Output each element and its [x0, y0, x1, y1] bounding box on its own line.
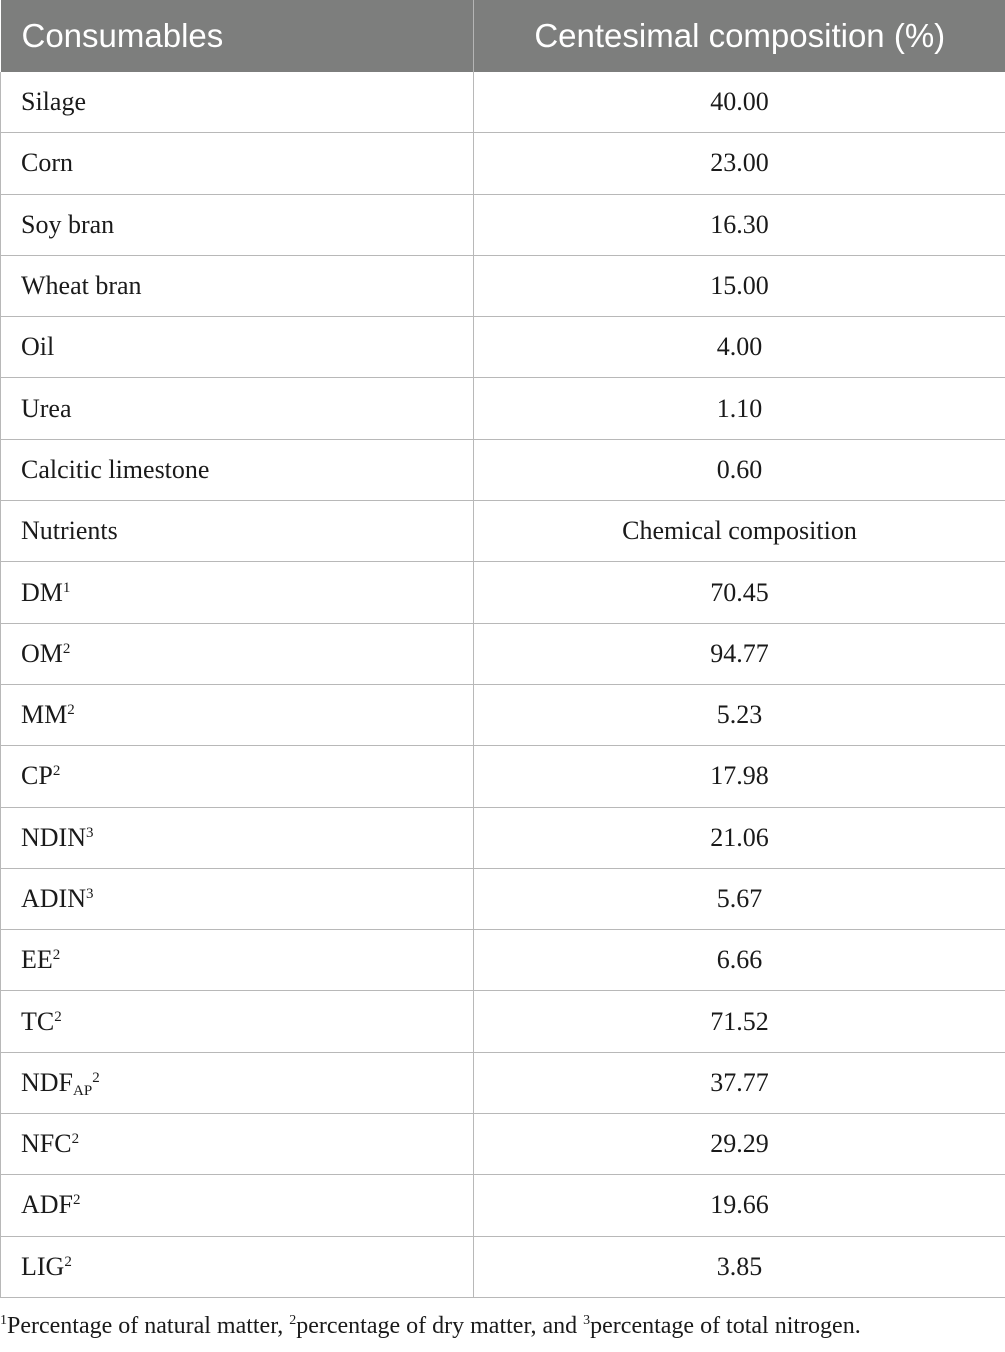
row-label-text: Nutrients [21, 516, 118, 546]
footnote-mark-3: 3 [583, 1313, 591, 1328]
table-row [1, 194, 1005, 255]
table-row [1, 439, 1005, 500]
footnote-text-1: Percentage of natural matter, [7, 1313, 290, 1339]
row-label-superscript: 2 [52, 947, 61, 964]
table-row [1, 930, 1005, 991]
row-value: 15.00 [474, 255, 1005, 316]
row-label [1, 868, 474, 929]
table-row [1, 991, 1005, 1052]
row-label [1, 623, 474, 684]
row-label-superscript: 1 [62, 579, 71, 596]
row-label-superscript: 2 [73, 1192, 81, 1209]
row-label-text: Silage [21, 87, 86, 117]
row-value: 16.30 [474, 194, 1005, 255]
row-label-text: TC [21, 1006, 55, 1036]
table-row [1, 623, 1005, 684]
footnote-text-2: percentage of dry matter, and [296, 1313, 584, 1339]
table-row [1, 317, 1005, 378]
row-label-text: ADIN [21, 884, 86, 913]
row-value: Chemical composition [474, 501, 1005, 562]
row-value: 3.85 [474, 1236, 1005, 1297]
table-row [1, 133, 1005, 194]
row-label-text: ADF [21, 1190, 74, 1220]
row-label [1, 930, 474, 991]
row-label-superscript: 2 [64, 1253, 72, 1270]
row-value: 71.52 [474, 991, 1005, 1052]
row-label-text: Wheat bran [21, 271, 142, 301]
row-label [1, 255, 474, 316]
row-value: 23.00 [474, 133, 1005, 194]
row-value: 21.06 [474, 807, 1005, 868]
table-row [1, 255, 1005, 316]
row-label-superscript: 3 [86, 824, 94, 841]
table-row [1, 746, 1005, 807]
row-label-text: Soy bran [21, 209, 115, 239]
row-label [1, 439, 474, 500]
row-label-superscript: 2 [54, 1008, 62, 1025]
table-row [1, 868, 1005, 929]
row-value: 1.10 [474, 378, 1005, 439]
row-value: 40.00 [474, 72, 1005, 133]
footnote [0, 1313, 861, 1340]
row-label-text: MM [21, 700, 68, 730]
row-value: 6.66 [474, 930, 1005, 991]
row-label-superscript: 2 [52, 763, 61, 780]
row-value: 37.77 [474, 1052, 1005, 1113]
row-label [1, 501, 474, 562]
footnote-text-3: percentage of total nitrogen. [590, 1313, 861, 1339]
row-value: 0.60 [474, 439, 1005, 500]
header-row [1, 0, 1005, 72]
row-label-text: LIG [21, 1251, 65, 1281]
row-label [1, 991, 474, 1052]
row-label [1, 807, 474, 868]
table-row [1, 72, 1005, 133]
table-row [1, 562, 1005, 623]
table-row [1, 501, 1005, 562]
row-label [1, 562, 474, 623]
table-body [1, 72, 1005, 1297]
table-row [1, 1052, 1005, 1113]
row-label [1, 317, 474, 378]
row-label [1, 378, 474, 439]
row-value: 19.66 [474, 1175, 1005, 1236]
row-label-superscript: 2 [62, 640, 71, 657]
row-value: 94.77 [474, 623, 1005, 684]
row-label-text: OM [21, 638, 63, 668]
row-value: 17.98 [474, 746, 1005, 807]
table-row [1, 1175, 1005, 1236]
header-centesimal-composition: Centesimal composition (%) [474, 0, 1005, 72]
row-label-subscript: AP [73, 1082, 93, 1099]
row-label-superscript: 3 [86, 886, 94, 902]
row-label-text: CP [21, 761, 53, 791]
row-label-text: Urea [21, 393, 72, 423]
row-value: 70.45 [474, 562, 1005, 623]
table-row [1, 1114, 1005, 1175]
row-label-superscript: 2 [92, 1069, 100, 1086]
row-label-superscript: 2 [67, 702, 75, 719]
row-label-text: Calcitic limestone [21, 454, 210, 484]
row-label-text: EE [21, 945, 53, 975]
header-consumables: Consumables [1, 0, 474, 72]
row-label [1, 1052, 474, 1113]
row-value: 4.00 [474, 317, 1005, 378]
row-value: 29.29 [474, 1114, 1005, 1175]
row-label-text: NDF [21, 1067, 74, 1097]
row-value: 5.23 [474, 684, 1005, 745]
table-row [1, 684, 1005, 745]
row-label [1, 684, 474, 745]
row-label [1, 1175, 474, 1236]
row-label [1, 746, 474, 807]
row-label [1, 1236, 474, 1297]
row-label [1, 194, 474, 255]
row-value: 5.67 [474, 868, 1005, 929]
row-label-text: NDIN [21, 822, 86, 852]
footnote-mark-1: 1 [0, 1313, 7, 1328]
row-label-text: Oil [21, 332, 55, 362]
row-label [1, 133, 474, 194]
table-row [1, 807, 1005, 868]
table-row [1, 1236, 1005, 1297]
row-label [1, 1114, 474, 1175]
row-label-text: DM [21, 577, 63, 607]
table-row [1, 378, 1005, 439]
row-label [1, 72, 474, 133]
row-label-superscript: 2 [71, 1131, 80, 1148]
row-label-text: Corn [21, 148, 73, 178]
row-label-text: NFC [21, 1129, 72, 1159]
footnote-mark-2: 2 [289, 1313, 297, 1328]
